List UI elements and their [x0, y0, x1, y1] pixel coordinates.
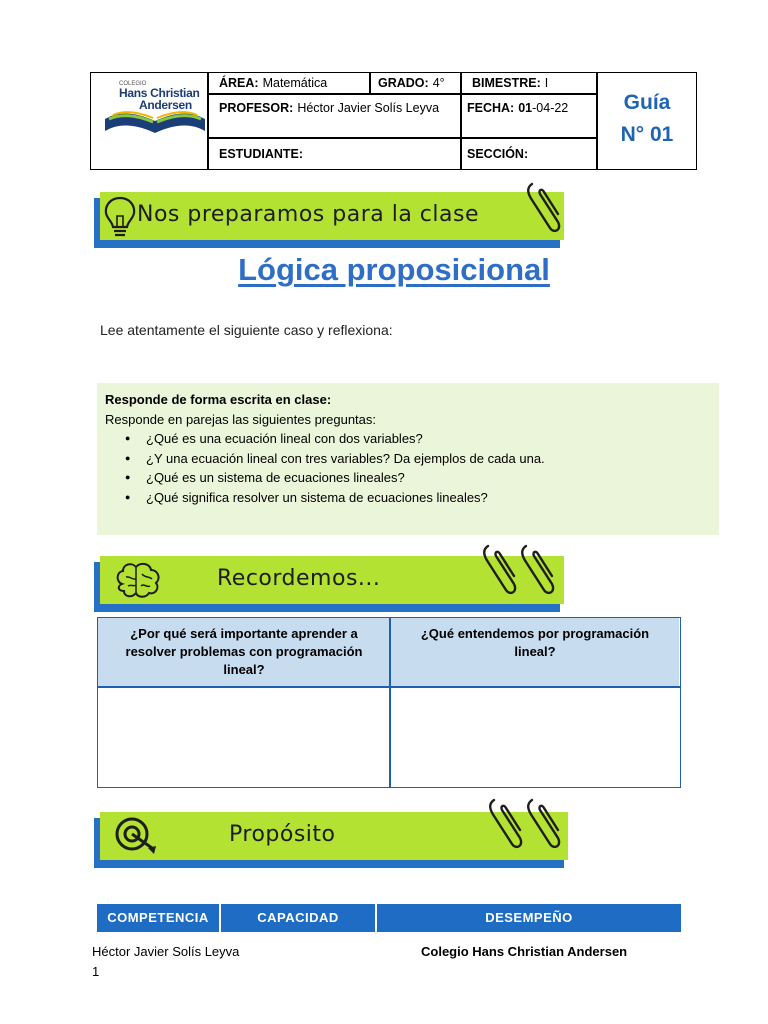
- fecha-cell: [467, 95, 568, 121]
- paperclips-icon: [486, 790, 576, 860]
- grado-value: 4°: [432, 76, 445, 90]
- activity-heading: Responde de forma escrita en clase:: [105, 392, 332, 407]
- guia-line1: Guía: [623, 91, 671, 114]
- seccion-label: SECCIÓN:: [467, 147, 529, 161]
- fecha-day: 01: [518, 101, 533, 115]
- lightbulb-icon: [100, 192, 140, 242]
- paperclip-icon: [524, 176, 564, 236]
- guia-line2: N° 01: [620, 123, 674, 146]
- banner-proposito-text: Propósito: [229, 822, 336, 847]
- header-table: [90, 72, 697, 170]
- grado-label: GRADO:: [378, 76, 429, 90]
- list-item: ● ¿Qué significa resolver un sistema de ecuaciones lineales?: [125, 488, 711, 508]
- reflection-question-2: ¿Qué entendemos por programación lineal?: [391, 618, 679, 687]
- question-list: [125, 429, 711, 507]
- banner-proposito: [92, 788, 576, 872]
- estudiante-cell: [219, 139, 307, 169]
- bimestre-cell: [472, 73, 548, 93]
- list-item: ● ¿Y una ecuación lineal con tres variables? Da ejemplos de cada una.: [125, 449, 711, 469]
- logo-small-text: COLEGIO: [119, 81, 147, 87]
- target-icon: [112, 812, 162, 858]
- paperclips-icon: [480, 536, 570, 606]
- list-item: ● ¿Qué es un sistema de ecuaciones lineales?: [125, 468, 711, 488]
- reflection-question-1: ¿Por qué será importante aprender a resolver problemas con programación lineal?: [98, 618, 390, 687]
- answer-cell-1[interactable]: [98, 688, 389, 787]
- header-desempeno: DESEMPEÑO: [485, 910, 573, 925]
- estudiante-label: ESTUDIANTE:: [219, 147, 304, 161]
- brain-icon: [112, 558, 166, 602]
- header-capacidad: CAPACIDAD: [257, 910, 339, 925]
- banner-recordemos: [92, 536, 572, 616]
- profesor-cell: [219, 95, 439, 121]
- profesor-label: PROFESOR:: [219, 101, 294, 115]
- book-logo-icon: [103, 81, 213, 141]
- banner-preparamos-text: Nos preparamos para la clase: [137, 202, 479, 227]
- list-item: ● ¿Qué es una ecuación lineal con dos variables?: [125, 429, 711, 449]
- fecha-label: FECHA:: [467, 101, 515, 115]
- area-cell: [219, 73, 327, 93]
- activity-box: [97, 383, 719, 535]
- footer-school: Colegio Hans Christian Andersen: [421, 944, 628, 959]
- intro-text: Lee atentamente el siguiente caso y reflexiona:: [100, 322, 393, 338]
- logo-line2: Andersen: [139, 98, 192, 112]
- area-value: Matemática: [262, 76, 328, 90]
- purpose-table-header: [97, 904, 681, 932]
- grado-cell: [378, 73, 445, 93]
- area-label: ÁREA:: [219, 76, 259, 90]
- guia-number: [597, 87, 697, 151]
- activity-subheading: Responde en parejas las siguientes preguntas:: [105, 411, 377, 427]
- profesor-value: Héctor Javier Solís Leyva: [297, 101, 440, 115]
- bimestre-value: I: [544, 76, 549, 90]
- logo-line1: Hans Christian: [119, 86, 200, 100]
- header-competencia: COMPETENCIA: [107, 910, 209, 925]
- page-title: Lógica proposicional: [238, 252, 550, 287]
- school-logo: [103, 81, 213, 141]
- reflection-table: [97, 617, 681, 788]
- banner-preparamos: [92, 176, 572, 252]
- page-number: 1: [92, 964, 100, 979]
- fecha-rest: -04-22: [532, 101, 569, 115]
- bimestre-label: BIMESTRE:: [472, 76, 541, 90]
- seccion-cell: [467, 139, 532, 169]
- footer-author: Héctor Javier Solís Leyva: [92, 944, 240, 959]
- banner-recordemos-text: Recordemos...: [217, 566, 381, 591]
- answer-cell-2[interactable]: [391, 688, 680, 787]
